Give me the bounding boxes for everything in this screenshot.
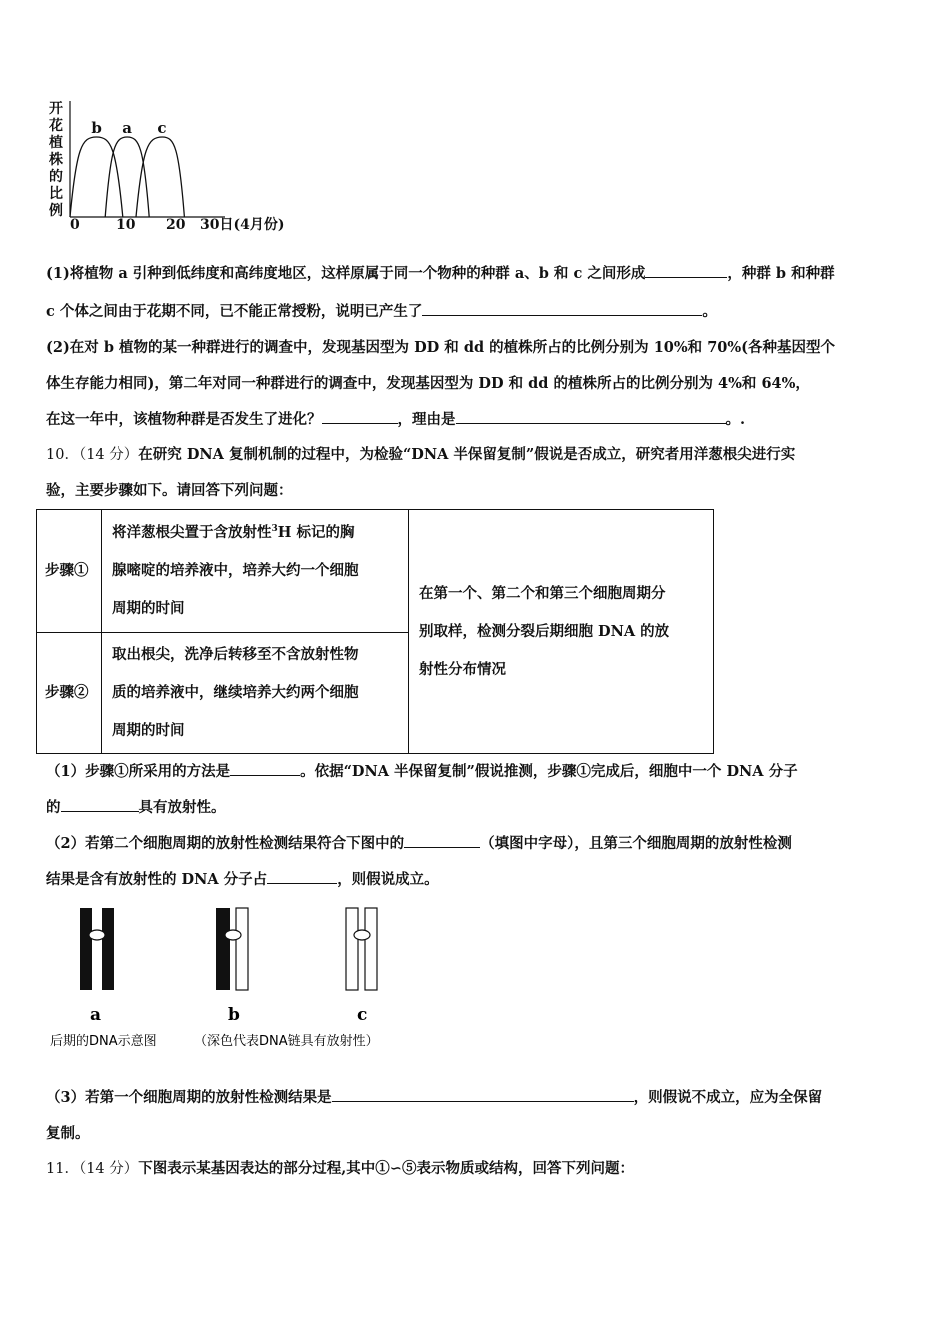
ylabel-char: 的 <box>49 169 63 185</box>
ylabel-char: 比 <box>49 186 63 202</box>
figure-caption-right: （深色代表DNA链具有放射性） <box>194 1034 379 1049</box>
answer-blank[interactable] <box>230 763 300 776</box>
chromosome-c <box>346 908 377 990</box>
figure-letter-c: c <box>357 1005 368 1025</box>
answer-blank[interactable] <box>645 265 727 278</box>
curve-label-c: c <box>157 119 167 137</box>
q9-p2-line2: 体生存能力相同)，第二年对同一种群进行的调查中，发现基因型为 DD 和 dd 的植株所占的比例分别为 4%和 64%， <box>46 375 810 392</box>
chromosome-b <box>216 908 248 990</box>
chromosome-a <box>80 908 114 990</box>
ylabel-char: 开 <box>49 101 63 117</box>
q10-intro-line2: 验，主要步骤如下。请回答下列问题： <box>46 482 293 499</box>
ylabel-char: 花 <box>49 118 63 134</box>
x-tick: 10 <box>116 217 136 233</box>
x-tick: 20 <box>166 217 186 233</box>
curve-label-a: a <box>122 119 132 137</box>
dna-figure <box>44 900 424 1060</box>
step2-content: 取出根尖，洗净后转移至不含放射性物 质的培养液中，继续培养大约两个细胞 周期的时间 <box>102 633 409 754</box>
x-tick: 0 <box>70 217 80 233</box>
chart-ylabel <box>48 101 63 219</box>
figure-letter-b: b <box>228 1005 240 1025</box>
step1-label: 步骤① <box>37 510 102 633</box>
q10-s1-line1: （1）步骤①所采用的方法是 。依据“DNA 半保留复制”假说推测，步骤①完成后，细胞中一个 DNA 分子 <box>46 763 798 780</box>
answer-blank[interactable] <box>267 871 337 884</box>
q9-p2-line1: (2)在对 b 植物的某一种群进行的调查中，发现基因型为 DD 和 dd 的植株所占的比例分别为 10%和 70%(各种基因型个 <box>46 339 836 356</box>
answer-blank[interactable] <box>404 835 480 848</box>
q10-s3-line1: （3）若第一个细胞周期的放射性检测结果是 ，则假说不成立，应为全保留 <box>46 1089 823 1106</box>
q10-s3-line2: 复制。 <box>46 1125 90 1142</box>
answer-blank[interactable] <box>422 303 702 316</box>
curve-c <box>136 137 184 217</box>
q10-s1-line2: 的 具有放射性。 <box>46 799 226 816</box>
step2-label: 步骤② <box>37 633 102 754</box>
q9-p1-line2: c 个体之间由于花期不同，已不能正常授粉，说明已产生了 。 <box>46 303 717 320</box>
flowering-chart <box>40 95 290 235</box>
curve-label-b: b <box>91 119 102 137</box>
answer-blank[interactable] <box>332 1089 634 1102</box>
figure-letter-a: a <box>90 1005 102 1025</box>
steps-table <box>36 509 714 754</box>
answer-blank[interactable] <box>61 799 139 812</box>
ylabel-char: 株 <box>49 152 63 168</box>
x-tick: 30日(4月份) <box>200 217 285 233</box>
q11-intro: 11．（14 分）下图表示某基因表达的部分过程,其中①∽⑤表示物质或结构，回答下列问题： <box>46 1160 634 1177</box>
ylabel-char: 例 <box>49 203 63 219</box>
q10-s2-line1: （2）若第二个细胞周期的放射性检测结果符合下图中的 （填图中字母），且第三个细胞周期的放射性检测 <box>46 835 792 852</box>
ylabel-char: 植 <box>49 135 63 151</box>
detection-content: 在第一个、第二个和第三个细胞周期分 别取样，检测分裂后期细胞 DNA 的放 射性分布情况 <box>409 510 714 754</box>
answer-blank[interactable] <box>322 411 398 424</box>
q9-p1-line1: (1)将植物 a 引种到低纬度和高纬度地区，这样原属于同一个物种的种群 a、b 和 c 之间形成 ，种群 b 和种群 <box>46 265 835 282</box>
answer-blank[interactable] <box>456 411 726 424</box>
step1-content: 将洋葱根尖置于含放射性$^3$H 标记的胸 腺嘧啶的培养液中，培养大约一个细胞 周期的时间 <box>102 510 409 633</box>
figure-caption-left: 后期的DNA示意图 <box>50 1034 157 1049</box>
q10-s2-line2: 结果是含有放射性的 DNA 分子占 ，则假说成立。 <box>46 871 439 888</box>
q10-intro-line1: 10．（14 分）在研究 DNA 复制机制的过程中，为检验“DNA 半保留复制”假说是否成立，研究者用洋葱根尖进行实 <box>46 446 796 463</box>
q9-p2-line3: 在这一年中，该植物种群是否发生了进化？ ，理由是 。. <box>46 411 746 428</box>
